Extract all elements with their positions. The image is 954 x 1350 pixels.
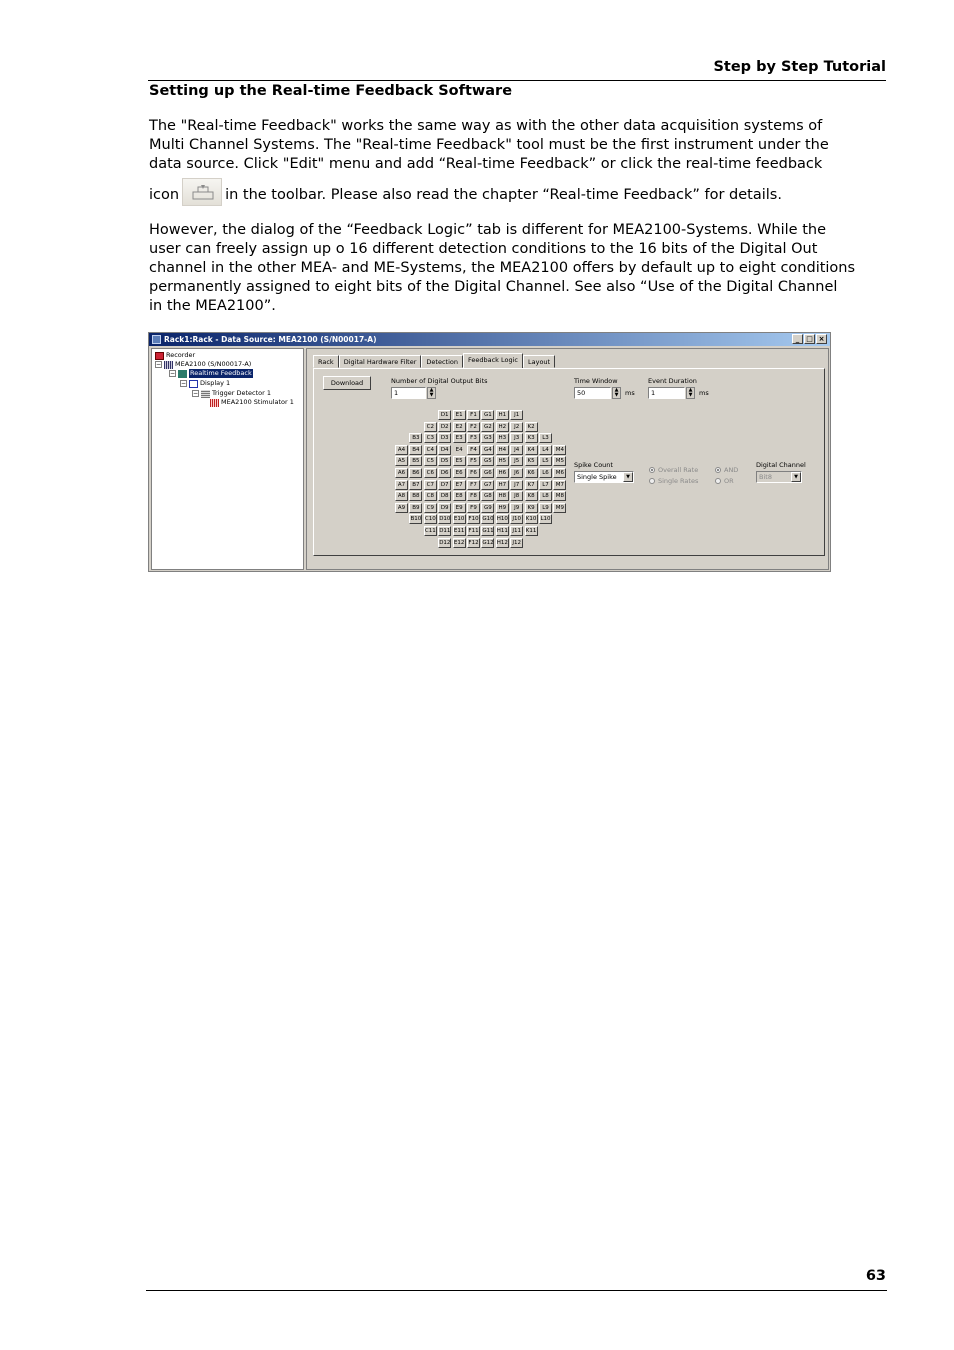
electrode-button-e5[interactable]: E5	[453, 456, 466, 466]
electrode-button-h8[interactable]: H8	[496, 491, 509, 501]
electrode-button-k8[interactable]: K8	[525, 491, 538, 501]
electrode-button-d8[interactable]: D8	[438, 491, 451, 501]
electrode-button-h3[interactable]: H3	[496, 433, 509, 443]
electrode-button-c11[interactable]: C11	[424, 528, 436, 534]
para-text: in the toolbar. Please also read the chapter “Real-time Feedback” for details.	[225, 187, 782, 203]
electrode-button-m4[interactable]: M4	[553, 445, 566, 455]
event-duration-label: Event Duration	[648, 377, 697, 385]
electrode-button-j12[interactable]: J12	[510, 538, 523, 548]
digital-channel-select[interactable]: Bit8 ▼	[756, 471, 802, 483]
electrode-button-g12[interactable]: G12	[482, 539, 494, 546]
electrode-button-l6[interactable]: L6	[539, 468, 552, 478]
electrode-button-c6[interactable]: C6	[424, 468, 437, 478]
display-icon	[189, 380, 198, 388]
electrode-button-d12[interactable]: D12	[439, 539, 451, 546]
and-radio[interactable]: AND	[715, 466, 738, 474]
minimize-button[interactable]: _	[792, 334, 803, 344]
electrode-button-d7[interactable]: D7	[438, 480, 451, 490]
electrode-button-b10[interactable]: B10	[410, 516, 422, 523]
electrode-button-d10[interactable]: D10	[439, 516, 451, 523]
electrode-button-j9[interactable]: J9	[510, 503, 523, 513]
para-line: data source. Click "Edit" menu and add “Real-time Feedback” or click the real-time feedback	[149, 156, 823, 172]
electrode-button-f8[interactable]: F8	[467, 491, 480, 501]
electrode-button-b8[interactable]: B8	[409, 491, 422, 501]
para-line: Multi Channel Systems. The "Real-time Feedback" tool must be the first instrument under the	[149, 137, 829, 153]
electrode-button-f7[interactable]: F7	[467, 480, 480, 490]
tab-feedback-logic[interactable]: Feedback Logic	[463, 353, 523, 368]
electrode-button-d3[interactable]: D3	[438, 433, 451, 443]
electrode-button-b4[interactable]: B4	[409, 445, 422, 455]
electrode-button-j11[interactable]: J11	[510, 526, 523, 536]
electrode-button-c4[interactable]: C4	[424, 445, 437, 455]
electrode-button-c9[interactable]: C9	[424, 503, 437, 513]
electrode-button-l3[interactable]: L3	[539, 433, 552, 443]
electrode-button-h1[interactable]: H1	[496, 410, 509, 420]
electrode-button-e10[interactable]: E10	[453, 516, 465, 523]
instrument-tree	[151, 348, 304, 570]
page-number: 63	[865, 1268, 886, 1284]
device-icon	[164, 361, 173, 369]
electrode-button-k3[interactable]: K3	[525, 433, 538, 443]
event-duration-unit: ms	[699, 389, 709, 397]
electrode-button-a9[interactable]: A9	[395, 503, 408, 513]
electrode-button-j1[interactable]: J1	[510, 410, 523, 420]
electrode-button-f10[interactable]: F10	[468, 516, 479, 523]
electrode-button-l4[interactable]: L4	[539, 445, 552, 455]
electrode-button-c8[interactable]: C8	[424, 491, 437, 501]
num-bits-input[interactable]: 1	[391, 387, 426, 399]
electrode-button-d6[interactable]: D6	[438, 468, 451, 478]
feedback-logic-tab-body	[313, 368, 825, 556]
tree-item-stimulator[interactable]: MEA2100 Stimulator 1	[210, 398, 294, 407]
electrode-button-e1[interactable]: E1	[453, 410, 466, 420]
electrode-button-f9[interactable]: F9	[467, 503, 480, 513]
or-radio[interactable]: OR	[715, 477, 734, 485]
electrode-button-b6[interactable]: B6	[409, 468, 422, 478]
electrode-button-f1[interactable]: F1	[467, 410, 480, 420]
para-line: However, the dialog of the “Feedback Logic” tab is different for MEA2100-Systems. While the	[149, 222, 827, 238]
para-line: permanently assigned to eight bits of the Digital Channel. See also “Use of the Digital Channel	[149, 279, 838, 295]
electrode-button-g4[interactable]: G4	[481, 445, 494, 455]
time-window-unit: ms	[625, 389, 635, 397]
electrode-button-f3[interactable]: F3	[467, 433, 480, 443]
realtime-feedback-toolbar-icon	[182, 178, 222, 206]
electrode-button-d9[interactable]: D9	[438, 503, 451, 513]
collapse-icon[interactable]: −	[193, 390, 199, 397]
electrode-button-c2[interactable]: C2	[424, 422, 437, 432]
electrode-button-f6[interactable]: F6	[467, 468, 480, 478]
settings-panel	[306, 348, 829, 570]
electrode-button-e7[interactable]: E7	[453, 480, 466, 490]
electrode-button-j7[interactable]: J7	[510, 480, 523, 490]
tab-layout[interactable]: Layout	[523, 355, 555, 368]
spike-count-select[interactable]: Single Spike ▼	[574, 471, 634, 483]
collapse-icon[interactable]: −	[170, 370, 176, 377]
chevron-down-icon[interactable]: ▼	[791, 472, 801, 482]
electrode-button-k6[interactable]: K6	[525, 468, 538, 478]
tab-detection[interactable]: Detection	[421, 355, 463, 368]
spike-count-label: Spike Count	[574, 461, 613, 469]
electrode-button-k7[interactable]: K7	[525, 480, 538, 490]
event-duration-stepper[interactable]: ▲ ▼	[686, 387, 695, 399]
electrode-button-h4[interactable]: H4	[496, 445, 509, 455]
footer-rule	[146, 1290, 887, 1291]
electrode-button-g11[interactable]: G11	[482, 528, 494, 534]
electrode-button-j4[interactable]: J4	[510, 445, 523, 455]
digital-channel-label: Digital Channel	[756, 461, 806, 469]
tree-item-recorder[interactable]: Recorder	[155, 351, 195, 360]
electrode-button-c10[interactable]: C10	[424, 516, 436, 523]
electrode-button-f12[interactable]: F12	[468, 539, 479, 546]
electrode-button-a5[interactable]: A5	[395, 456, 408, 466]
electrode-button-b5[interactable]: B5	[409, 456, 422, 466]
para-line: user can freely assign up o 16 different detection conditions to the 16 bits of the Digital Out	[149, 241, 818, 257]
electrode-button-d5[interactable]: D5	[438, 456, 451, 466]
tree-item-realtime-feedback[interactable]: − Realtime Feedback	[170, 369, 252, 377]
electrode-button-j5[interactable]: J5	[510, 456, 523, 466]
electrode-button-j3[interactable]: J3	[510, 433, 523, 443]
electrode-button-g8[interactable]: G8	[481, 491, 494, 501]
time-window-stepper[interactable]: ▲ ▼	[612, 387, 621, 399]
feedback-icon	[178, 370, 187, 378]
electrode-button-m7[interactable]: M7	[553, 480, 566, 490]
electrode-button-c7[interactable]: C7	[424, 480, 437, 490]
electrode-button-b9[interactable]: B9	[409, 503, 422, 513]
tab-bar	[313, 355, 555, 368]
electrode-button-f11[interactable]: F11	[468, 528, 479, 534]
download-button[interactable]: Download	[323, 376, 371, 390]
electrode-button-d2[interactable]: D2	[438, 422, 451, 432]
stimulator-icon	[210, 399, 219, 407]
time-window-label: Time Window	[574, 377, 618, 385]
electrode-button-c3[interactable]: C3	[424, 433, 437, 443]
electrode-button-c5[interactable]: C5	[424, 456, 437, 466]
electrode-button-h6[interactable]: H6	[496, 468, 509, 478]
tree-item-trigger-detector[interactable]: − Trigger Detector 1	[193, 389, 272, 397]
electrode-button-g9[interactable]: G9	[481, 503, 494, 513]
window-titlebar[interactable]	[149, 333, 830, 346]
single-rates-radio[interactable]: Single Rates	[649, 477, 698, 485]
electrode-button-h12[interactable]: H12	[496, 539, 508, 546]
electrode-button-e4[interactable]: E4	[453, 445, 466, 455]
electrode-button-g1[interactable]: G1	[481, 410, 494, 420]
feedback-logic-paragraph	[149, 221, 885, 316]
electrode-button-l10[interactable]: L10	[540, 516, 551, 523]
tree-item-display[interactable]: − Display 1	[181, 379, 231, 387]
electrode-button-k4[interactable]: K4	[525, 445, 538, 455]
chevron-down-icon[interactable]: ▼	[623, 472, 633, 482]
electrode-button-d1[interactable]: D1	[438, 410, 451, 420]
para-line-with-icon	[149, 178, 885, 206]
overall-rate-radio[interactable]: Overall Rate	[649, 466, 698, 474]
electrode-button-l5[interactable]: L5	[539, 456, 552, 466]
running-head: Step by Step Tutorial	[148, 57, 886, 81]
para-line: channel in the other MEA- and ME-Systems, the MEA2100 offers by default up to eight conditions	[149, 260, 856, 276]
recorder-icon	[155, 352, 164, 360]
electrode-button-m8[interactable]: M8	[553, 491, 566, 501]
electrode-button-b3[interactable]: B3	[409, 433, 422, 443]
electrode-button-g3[interactable]: G3	[481, 433, 494, 443]
electrode-button-k10[interactable]: K10	[525, 516, 537, 523]
electrode-button-e8[interactable]: E8	[453, 491, 466, 501]
electrode-button-e11[interactable]: E11	[453, 528, 465, 534]
electrode-button-k9[interactable]: K9	[525, 503, 538, 513]
section-title: Setting up the Real-time Feedback Software	[149, 83, 513, 99]
electrode-button-h11[interactable]: H11	[496, 528, 508, 534]
electrode-button-l8[interactable]: L8	[539, 491, 552, 501]
electrode-button-j8[interactable]: J8	[510, 491, 523, 501]
trigger-icon	[201, 390, 210, 398]
electrode-button-h5[interactable]: H5	[496, 456, 509, 466]
electrode-button-e6[interactable]: E6	[453, 468, 466, 478]
close-button[interactable]: ×	[816, 334, 827, 344]
electrode-button-h7[interactable]: H7	[496, 480, 509, 490]
electrode-button-k2[interactable]: K2	[525, 422, 538, 432]
tree-item-mea2100[interactable]: − MEA2100 (S/N00017-A)	[156, 360, 252, 368]
electrode-button-f4[interactable]: F4	[467, 445, 480, 455]
electrode-button-a8[interactable]: A8	[395, 491, 408, 501]
num-bits-stepper[interactable]: ▲ ▼	[427, 387, 436, 399]
window-title: Rack1:Rack - Data Source: MEA2100 (S/N00017-A)	[164, 335, 377, 344]
electrode-button-j6[interactable]: J6	[510, 468, 523, 478]
maximize-button[interactable]: □	[804, 334, 815, 344]
electrode-button-m9[interactable]: M9	[553, 503, 566, 513]
electrode-button-k5[interactable]: K5	[525, 456, 538, 466]
electrode-button-g5[interactable]: G5	[481, 456, 494, 466]
feedback-logic-window	[148, 332, 831, 572]
electrode-button-g7[interactable]: G7	[481, 480, 494, 490]
electrode-button-h9[interactable]: H9	[496, 503, 509, 513]
electrode-button-j10[interactable]: J10	[510, 514, 523, 524]
electrode-button-k11[interactable]: K11	[525, 528, 537, 534]
electrode-button-h10[interactable]: H10	[496, 516, 508, 523]
para-line: in the MEA2100”.	[149, 298, 276, 314]
para-line: The "Real-time Feedback" works the same way as with the other data acquisition systems of	[149, 118, 823, 134]
electrode-button-a6[interactable]: A6	[395, 468, 408, 478]
electrode-button-e3[interactable]: E3	[453, 433, 466, 443]
para-text: icon	[149, 187, 180, 203]
intro-paragraph	[149, 117, 885, 206]
electrode-button-e12[interactable]: E12	[453, 539, 465, 546]
electrode-button-e2[interactable]: E2	[453, 422, 466, 432]
electrode-button-g2[interactable]: G2	[481, 422, 494, 432]
electrode-button-b7[interactable]: B7	[409, 480, 422, 490]
electrode-button-g6[interactable]: G6	[481, 468, 494, 478]
window-controls	[792, 334, 827, 344]
electrode-button-l7[interactable]: L7	[539, 480, 552, 490]
electrode-button-j2[interactable]: J2	[510, 422, 523, 432]
electrode-button-l9[interactable]: L9	[539, 503, 552, 513]
num-bits-label: Number of Digital Output Bits	[391, 377, 488, 385]
app-icon	[152, 335, 161, 344]
collapse-icon[interactable]: −	[156, 361, 162, 368]
electrode-button-f2[interactable]: F2	[467, 422, 480, 432]
tab-digital-hardware-filter[interactable]: Digital Hardware Filter	[339, 355, 422, 368]
collapse-icon[interactable]: −	[181, 380, 187, 387]
event-duration-input[interactable]: 1	[648, 387, 685, 399]
electrode-button-m5[interactable]: M5	[553, 456, 566, 466]
electrode-button-m6[interactable]: M6	[553, 468, 566, 478]
electrode-button-h2[interactable]: H2	[496, 422, 509, 432]
electrode-button-a4[interactable]: A4	[395, 445, 408, 455]
electrode-button-a7[interactable]: A7	[395, 480, 408, 490]
electrode-button-e9[interactable]: E9	[453, 503, 466, 513]
electrode-button-d11[interactable]: D11	[439, 528, 451, 534]
electrode-button-g10[interactable]: G10	[482, 516, 494, 523]
electrode-button-f5[interactable]: F5	[467, 456, 480, 466]
electrode-button-d4[interactable]: D4	[438, 445, 451, 455]
time-window-input[interactable]: 50	[574, 387, 611, 399]
tab-rack[interactable]: Rack	[313, 355, 339, 368]
